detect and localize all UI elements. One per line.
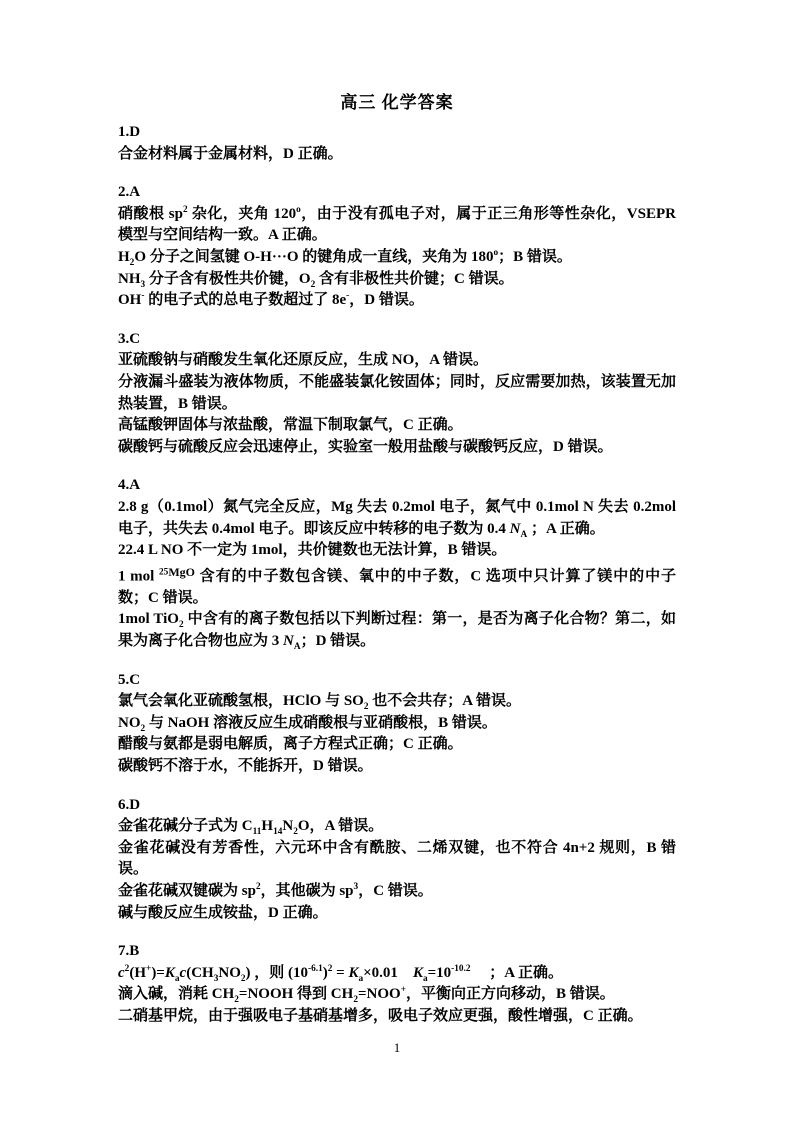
explanation-paragraph: 22.4 L NO 不一定为 1mol，共价键数也无法计算，B 错误。: [118, 542, 507, 559]
explanation-paragraph: 滴入碱，消耗 $CH_2=NOOH$ 得到 $CH_2=NOO^+$，平衡向正方向移动，B 错误。: [118, 985, 615, 1006]
explanation-paragraph: OH- 的电子式的总电子数超过了 8e-，D 错误。: [118, 291, 424, 309]
explanation-paragraph: 硝酸根 $sp^2$ 杂化，夹角 120$^o$，由于没有孤电子对，属于正三角形等性杂化，VSEPR 模型与空间结构一致。A 正确。: [118, 204, 676, 244]
explanation-paragraph: 分液漏斗盛装为液体物质，不能盛装氯化铵固体；同时，反应需要加热，该装置无加热装置，B 错误。: [118, 373, 676, 412]
explanation-paragraph: 金雀花碱没有芳香性，六元环中含有酰胺、二烯双键，也不符合 4n+2 规则，B 错误。: [118, 839, 676, 878]
answer-label: 7.B: [118, 943, 140, 960]
explanation-paragraph: 合金材料属于金属材料，D 正确。: [118, 145, 343, 162]
answer-label: 5.C: [118, 671, 141, 688]
explanation-paragraph: 亚硫酸钠与硝酸发生氧化还原反应，生成 NO，A 错误。: [118, 352, 489, 369]
document-title: 高三 化学答案: [340, 93, 454, 112]
answer-label: 6.D: [118, 796, 141, 813]
explanation-paragraph: 1mol TiO$_2$ 中含有的离子数包括以下判断过程：第一，是否为离子化合物？第二，如果为离子化合物也应为 3 $N_A$；D 错误。: [118, 611, 676, 653]
answer-section: [118, 182, 676, 312]
answer-section: [118, 670, 676, 778]
answer-label: 4.A: [118, 477, 141, 494]
explanation-paragraph: $c^2(H^+)=K_ac(CH_3NO_2)$ ，则 $(10^{-6.1})^2 = K_a\times 0.01$ $K_a=10^{-10.2}$ ；A 正确。: [118, 963, 564, 984]
answer-section: [118, 475, 676, 652]
explanation-paragraph: 金雀花碱双键碳为 $sp^2$，其他碳为 $sp^3$，C 错误。: [118, 881, 433, 899]
explanation-paragraph: 2.8 g（0.1mol）氮气完全反应，Mg 失去 0.2mol 电子，氮气中 0.1mol N 失去 0.2mol 电子，共失去 0.4mol 电子。即该反应中转移的电子数为 0.4 $N_A$ ；A 正确。: [118, 498, 676, 540]
explanation-paragraph: 碳酸钙不溶于水，不能拆开，D 错误。: [118, 757, 373, 774]
answer-section: [118, 122, 676, 165]
explanation-paragraph: $NH_3$ 分子含有极性共价键，$O_2$ 含有非极性共价键；C 错误。: [118, 270, 514, 290]
answer-label: 2.A: [118, 184, 141, 201]
explanation-paragraph: 金雀花碱分子式为 $C_{11}H_{14}N_2O$，A 错误。: [118, 818, 384, 838]
explanation-paragraph: 高锰酸钾固体与浓盐酸，常温下制取氯气，C 正确。: [118, 417, 463, 434]
explanation-paragraph: 醋酸与氨都是弱电解质，离子方程式正确；C 正确。: [118, 736, 463, 753]
answer-section: [118, 941, 676, 1027]
answer-section: [118, 795, 676, 925]
explanation-paragraph: 氯气会氧化亚硫酸氢根，HClO 与 $SO_2$ 也不会共存；A 错误。: [118, 693, 522, 713]
explanation-paragraph: 二硝基甲烷，由于强吸电子基硝基增多，吸电子效应更强，酸性增强，C 正确。: [118, 1007, 643, 1024]
explanation-paragraph: 1 mol $^{25MgO}$ 含有的中子数包含镁、氧中的中子数，C 选项中只计算了镁中的中子数；C 错误。: [118, 564, 676, 606]
page-number: 1: [393, 1040, 401, 1055]
explanation-paragraph: 碳酸钙与硫酸反应会迅速停止，实验室一般用盐酸与碳酸钙反应，D 错误。: [118, 438, 613, 455]
answer-label: 3.C: [118, 330, 141, 347]
explanation-paragraph: $H_2O$ 分子之间氢键 O-H···O 的键角成一直线，夹角为 180$^o$；B 错误。: [118, 247, 572, 268]
explanation-paragraph: 碱与酸反应生成铵盐，D 正确。: [118, 904, 328, 921]
answer-label: 1.D: [118, 124, 141, 140]
explanation-paragraph: $NO_2$ 与 NaOH 溶液反应生成硝酸根与亚硝酸根，B 错误。: [118, 714, 497, 734]
answer-section: [118, 329, 676, 459]
answers-container: [118, 122, 676, 1028]
